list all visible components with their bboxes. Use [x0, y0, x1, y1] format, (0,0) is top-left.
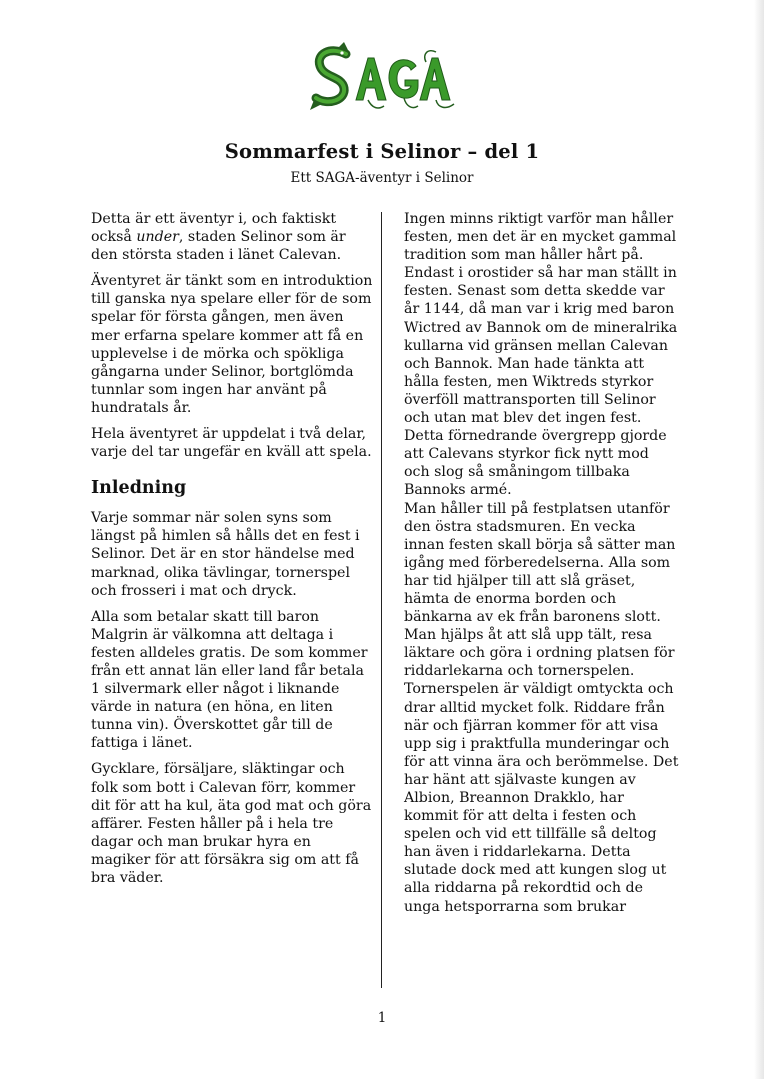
column-divider: [381, 212, 382, 988]
paragraph: Hela äventyret är uppdelat i två delar, varje del tar ungefär en kväll att spela.: [91, 426, 372, 461]
document-subtitle: Ett SAGA-äventyr i Selinor: [290, 170, 474, 186]
saga-logo: [308, 40, 458, 115]
paragraph: Man håller till på festplatsen utanför den östra stadsmuren. En vecka innan festen skall börja så sätter man igång med förberedelserna. Alla som har tid hjälper till att slå gräset, hämta de enorma borden och bänkarna av ek från baronens slott. Man hjälps åt att slå upp tält, resa läktare och göra i ordning platsen för riddarlekarna och tornerspelen. Tornerspelen är väldigt omtyckta och drar alltid mycket folk. Riddare från när och fjärran kommer för att visa upp sig i praktfulla munderingar och för att vinna ära och berömmelse. Det har hänt att självaste kungen av Albion, Breannon Drakklo, har kommit för att delta i festen och spelen och vid ett tillfälle så deltog han även i riddarlekarna. Detta slutade dock med att kungen slog ut alla riddarna på rekordtid och de unga hetsporrarna som brukar: [404, 500, 679, 915]
paragraph: Alla som betalar skatt till baron Malgrin är välkomna att deltaga i festen alldeles gratis. De som kommer från ett annat län eller land får betala 1 silvermark eller något i liknande värde in natura (en höna, en liten tunna vin). Överskottet går till de fattiga i länet.: [91, 608, 368, 752]
left-column: [91, 210, 373, 895]
section-heading: Inledning: [91, 478, 187, 499]
document-title: Sommarfest i Selinor – del 1: [224, 140, 540, 163]
paragraph: Detta är ett äventyr i, och faktiskt också under, staden Selinor som är den största staden i länet Calevan.: [91, 211, 346, 264]
paragraph: Varje sommar när solen syns som längst på himlen så hålls det en fest i Selinor. Det är en stor händelse med marknad, olika tävlingar, tornerspel och frosseri i mat och dryck.: [91, 510, 360, 599]
paragraph: Ingen minns riktigt varför man håller festen, men det är en mycket gammal tradition som man håller hårt på. Endast i orostider så har man ställt in festen. Senast som detta skedde var år 1144, då man var i krig med baron Wictred av Bannok om de mineralrika kullarna vid gränsen mellan Calevan och Bannok. Man hade tänkta att hålla festen, men Wiktreds styrkor överföll mattransporten till Selinor och utan mat blev det ingen fest. Detta förnedrande övergrepp gjorde att Calevans styrkor fick nytt mod och slog så småningom tillbaka Bannoks armé.: [404, 211, 678, 499]
paragraph: Äventyret är tänkt som en introduktion till ganska nya spelare eller för de som spelar för första gången, men även mer erfarna spelare kommer att få en upplevelse i de mörka och spökliga gångarna under Selinor, bortglömda tunnlar som ingen har använt på hundratals år.: [91, 273, 373, 416]
paragraph: Gycklare, försäljare, släktingar och folk som bott i Calevan förr, kommer dit för att ha kul, äta god mat och göra affärer. Festen håller på i hela tre dagar och man brukar hyra en magiker för att försäkra sig om att få bra väder.: [91, 761, 372, 886]
page-number: 1: [377, 1010, 387, 1026]
right-column: [404, 210, 679, 916]
